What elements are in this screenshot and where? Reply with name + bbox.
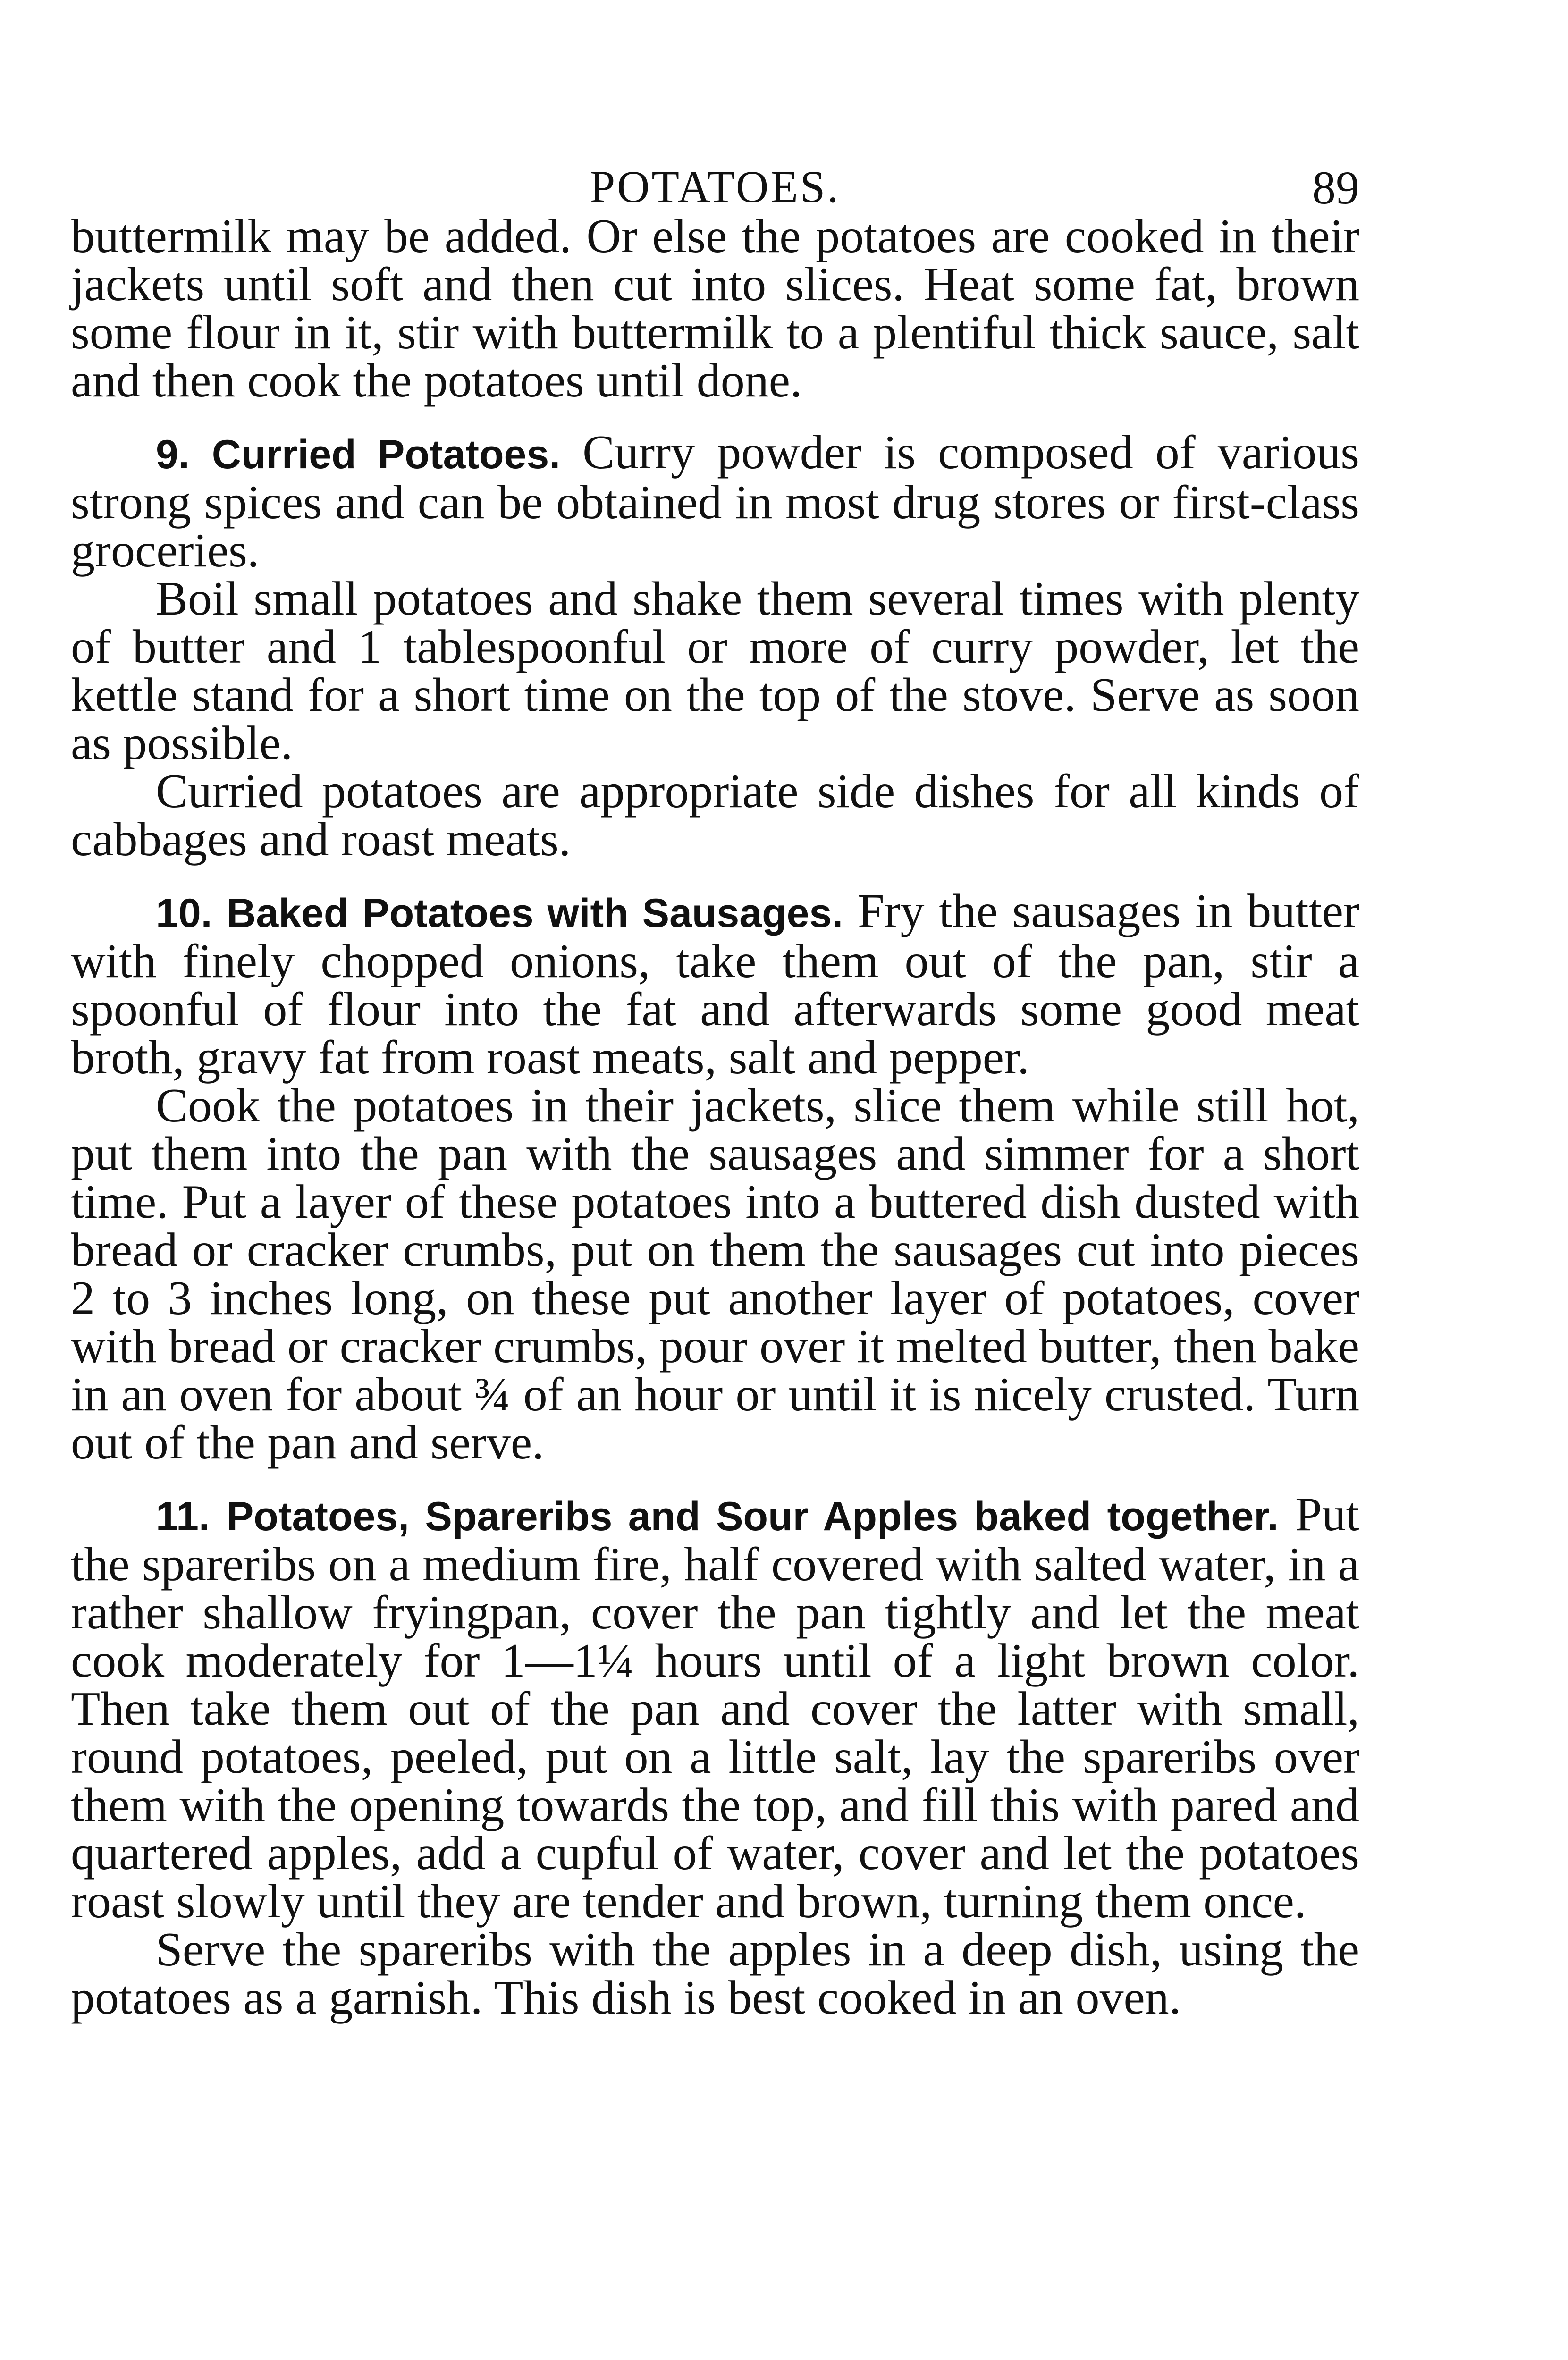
page-header (71, 142, 1359, 212)
recipe-lead-text: Curry powder is composed of various strong spices and can be obtained in most drug stores or first-class groceries. (71, 426, 1360, 577)
recipe-title: Baked Potatoes with Sausages. (227, 891, 843, 936)
book-page (71, 142, 1359, 2022)
recipe-paragraph: Boil small potatoes and shake them several times with plenty of butter and 1 tablespoonful or more of curry powder, let the kettle stand for a short time on the top of the stove. Serve as soon as possible. (71, 572, 1359, 770)
recipe-paragraph: Curried potatoes are appropriate side dishes for all kinds of cabbages and roast meats. (71, 765, 1359, 866)
recipe-title: Potatoes, Spareribs and Sour Apples baked together. (226, 1494, 1279, 1539)
recipe-title: Curried Potatoes. (211, 432, 561, 477)
recipe-10 (71, 887, 1359, 1467)
recipe-paragraph: Serve the spareribs with the apples in a deep dish, using the potatoes as a garnish. This dish is best cooked in an oven. (71, 1923, 1359, 2024)
recipe-9 (71, 426, 1360, 866)
page-number: 89 (1312, 161, 1359, 214)
recipe-lead-text: Put the spareribs on a medium fire, half covered with salted water, in a rather shallow fryingpan, cover the pan tightly and let the meat cook moderately for 1—1¼ hours until of a light brown color. Then take them out of the pan and cover the latter with small, round potatoes, peeled, put on a little salt, lay the spareribs over them with the opening towards the top, and fill this with pared and quartered apples, add a cupful of water, cover and let the potatoes roast slowly until they are tender and brown, turning them once. (71, 1488, 1360, 1928)
continuation-paragraph: buttermilk may be added. Or else the potatoes are cooked in their jackets until soft and then cut into slices. Heat some fat, brown some flour in it, stir with buttermilk to a plentiful thick sauce, salt and then cook the potatoes until done. (71, 210, 1359, 407)
recipe-number: 9. (156, 432, 190, 477)
recipe-lead-paragraph (71, 426, 1360, 577)
recipe-lead-paragraph (71, 887, 1359, 1082)
recipe-paragraph: Cook the potatoes in their jackets, slice them while still hot, put them into the pan with the sausages and simmer for a short time. Put a layer of these potatoes into a buttered dish dusted with bread or cracker crumbs, put on them the sausages cut into pieces 2 to 3 inches long, on these put another layer of potatoes, cover with bread or cracker crumbs, pour over it melted butter, then bake in an oven for about ¾ of an hour or until it is nicely crusted. Turn out of the pan and serve. (71, 1079, 1359, 1469)
recipe-lead-paragraph (71, 1488, 1360, 1928)
running-head: POTATOES. (590, 161, 841, 212)
recipe-number: 10. (156, 891, 212, 936)
recipe-number: 11. (156, 1494, 210, 1539)
recipe-11 (71, 1488, 1360, 2024)
recipe-lead-text: Fry the sausages in butter with finely chopped onions, take them out of the pan, stir a spoonful of flour into the fat and afterwards some good meat broth, gravy fat from roast meats, salt and pepper. (71, 885, 1359, 1084)
page-body (71, 212, 1359, 2022)
